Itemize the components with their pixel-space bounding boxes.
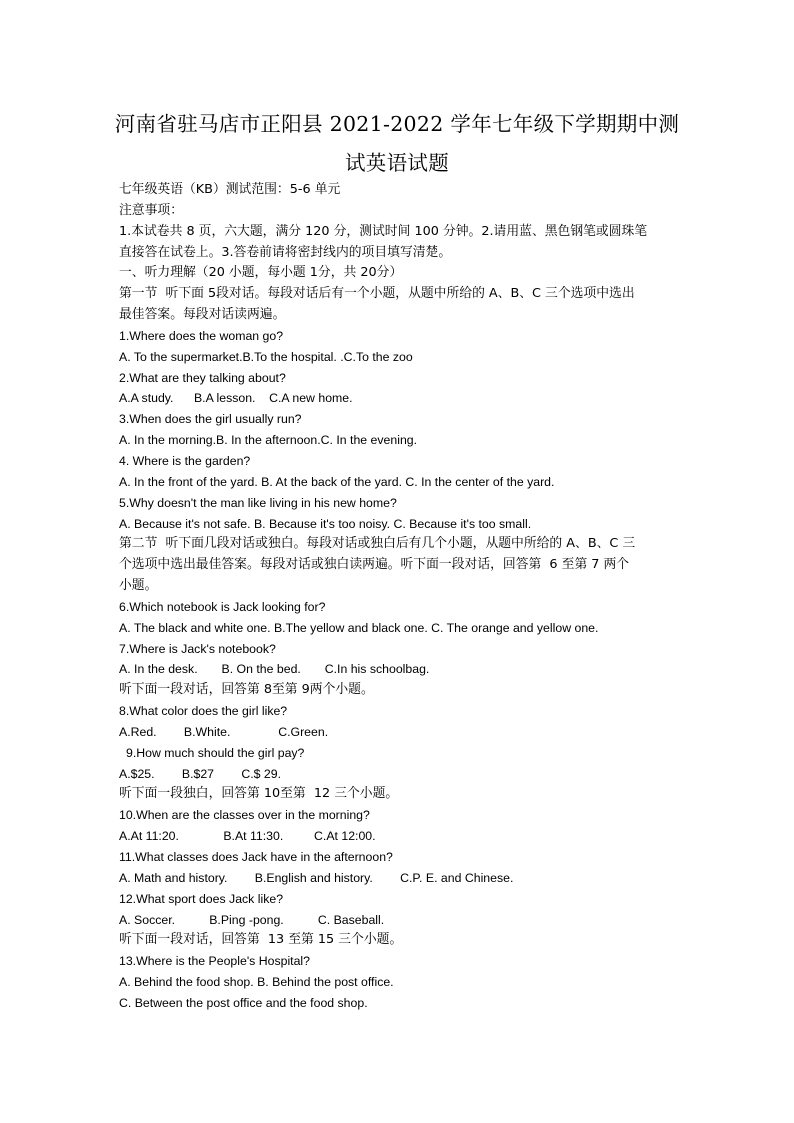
answer-options: A.Red. B.White. C.Green. <box>119 724 329 739</box>
instruction-text: 听下面一段对话，回答第 8至第 9两个小题。 <box>119 682 374 698</box>
instruction-text: 听下面一段对话，回答第 13 至第 15 三个小题。 <box>119 932 403 948</box>
exam-body <box>119 180 679 1014</box>
question: 11.What classes does Jack have in the afternoon? <box>119 850 393 864</box>
question: 9.How much should the girl pay? <box>126 745 305 760</box>
document-title-line-1: 河南省驻马店市正阳县 2021-2022 学年七年级下学期期中测 <box>114 112 680 136</box>
instruction-text: 第二节 听下面几段对话或独白。每段对话或独白后有几个小题，从题中所给的 A、B、C 三 <box>119 536 636 552</box>
notice-text: 直接答在试卷上。3.答卷前请将密封线内的项目填写清楚。 <box>119 244 452 260</box>
section-heading: 一、听力理解（20 小题，每小题 1分，共 20分） <box>119 265 403 281</box>
question: 5.Why doesn't the man like living in his new home? <box>119 495 397 510</box>
answer-options: A. To the supermarket.B.To the hospital. .C.To the zoo <box>119 349 413 364</box>
answer-options: A. In the desk. B. On the bed. C.In his schoolbag. <box>119 662 430 677</box>
answer-options: A. Soccer. B.Ping -pong. C. Baseball. <box>119 912 385 927</box>
question: 4. Where is the garden? <box>119 453 251 468</box>
question: 10.When are the classes over in the morning? <box>119 808 370 823</box>
answer-options: A. In the morning.B. In the afternoon.C. In the evening. <box>119 433 418 448</box>
answer-options: A. Math and history. B.English and history. C.P. E. and Chinese. <box>119 870 514 885</box>
answer-options: A. In the front of the yard. B. At the back of the yard. C. In the center of the yard. <box>119 474 555 489</box>
question: 13.Where is the People's Hospital? <box>119 954 311 969</box>
test-scope: 七年级英语（KB）测试范围：5-6 单元 <box>119 182 341 197</box>
notice-text: 1.本试卷共 8 页，六大题，满分 120 分，测试时间 100 分钟。2.请用蓝、黑色钢笔或圆珠笔 <box>119 223 648 239</box>
instruction-text: 听下面一段独白，回答第 10至第 12 三个小题。 <box>119 786 399 802</box>
question: 12.What sport does Jack like? <box>119 891 284 906</box>
question: 8.What color does the girl like? <box>119 704 288 719</box>
question: 6.Which notebook is Jack looking for? <box>119 599 326 614</box>
answer-options: A.$25. B.$27 C.$ 29. <box>119 766 281 781</box>
answer-options: C. Between the post office and the food shop. <box>119 995 368 1010</box>
answer-options: A. Behind the food shop. B. Behind the post office. <box>119 975 394 990</box>
instruction-text: 最佳答案。每段对话读两遍。 <box>119 307 286 323</box>
answer-options: A.At 11:20. B.At 11:30. C.At 12:00. <box>119 829 376 844</box>
document-title-line-2: 试英语试题 <box>345 151 449 175</box>
instruction-text: 小题。 <box>119 578 158 594</box>
answer-options: A.A study. B.A lesson. C.A new home. <box>119 391 353 406</box>
question: 1.Where does the woman go? <box>119 328 284 343</box>
instruction-text: 个选项中选出最佳答案。每段对话或独白读两遍。听下面一段对话，回答第 6 至第 7 两个 <box>119 557 630 573</box>
instruction-text: 第一节 听下面 5段对话。每段对话后有一个小题，从题中所给的 A、B、C 三个选项中选出 <box>119 286 635 302</box>
question: 7.Where is Jack's notebook? <box>119 641 276 656</box>
question: 2.What are they talking about? <box>119 370 286 385</box>
answer-options: A. Because it's not safe. B. Because it's too noisy. C. Because it's too small. <box>119 516 532 531</box>
notice-heading: 注意事项： <box>119 202 183 218</box>
answer-options: A. The black and white one. B.The yellow and black one. C. The orange and yellow one. <box>119 620 599 635</box>
question: 3.When does the girl usually run? <box>119 412 302 427</box>
